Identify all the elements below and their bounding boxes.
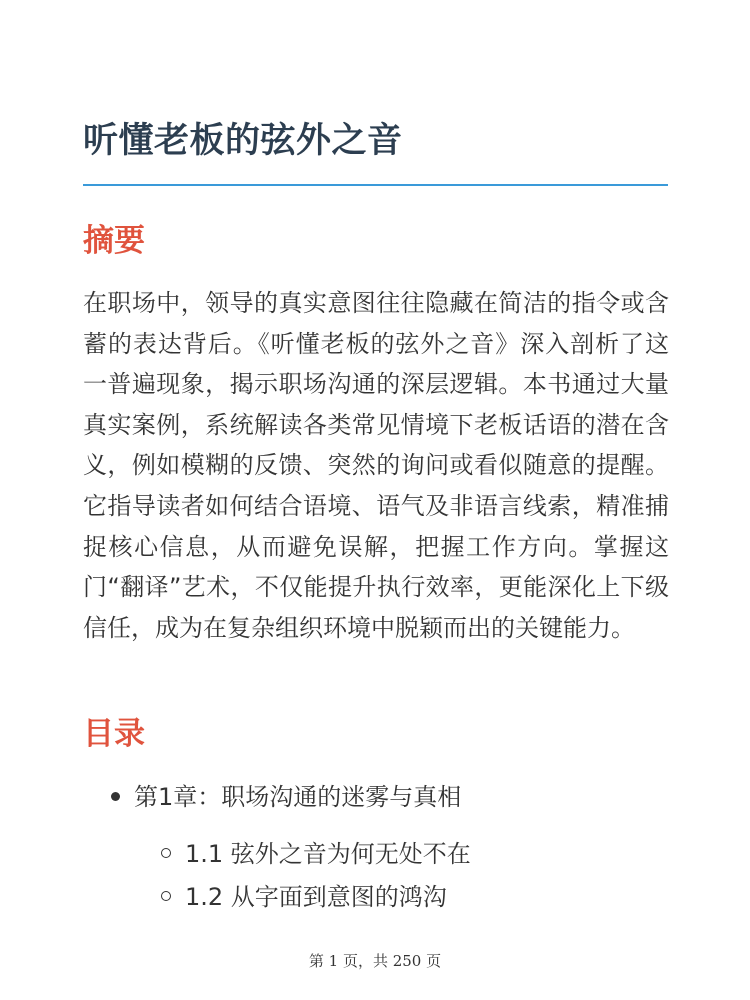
toc-section-1-1-label: 1.1 弦外之音为何无处不在	[185, 840, 471, 868]
abstract-heading: 摘要	[83, 223, 145, 259]
page-number-footer: 第 1 页，共 250 页	[308, 952, 442, 970]
title-divider	[83, 184, 668, 186]
bullet-disc-icon	[111, 792, 120, 801]
bullet-circle-icon	[161, 891, 171, 901]
toc-heading: 目录	[83, 716, 145, 752]
toc-chapter-1	[111, 780, 461, 814]
document-title: 听懂老板的弦外之音	[83, 121, 403, 161]
toc-chapter-1-label: 第1章：职场沟通的迷雾与真相	[134, 783, 462, 811]
toc-section-1-1	[161, 837, 471, 871]
abstract-paragraph: 在职场中，领导的真实意图往往隐藏在简洁的指令或含蓄的表达背后。《听懂老板的弦外之音》深入剖析了这一普遍现象，揭示职场沟通的深层逻辑。本书通过大量真实案例，系统解读各类常见情境下老板话语的潜在含义，例如模糊的反馈、突然的询问或看似随意的提醒。它指导读者如何结合语境、语气及非语言线索，精准捕捉核心信息，从而避免误解，把握工作方向。掌握这门“翻译”艺术，不仅能提升执行效率，更能深化上下级信任，成为在复杂组织环境中脱颖而出的关键能力。	[83, 289, 669, 642]
toc-section-1-2-label: 1.2 从字面到意图的鸿沟	[185, 883, 447, 911]
bullet-circle-icon	[161, 848, 171, 858]
toc-section-1-2	[161, 880, 447, 914]
